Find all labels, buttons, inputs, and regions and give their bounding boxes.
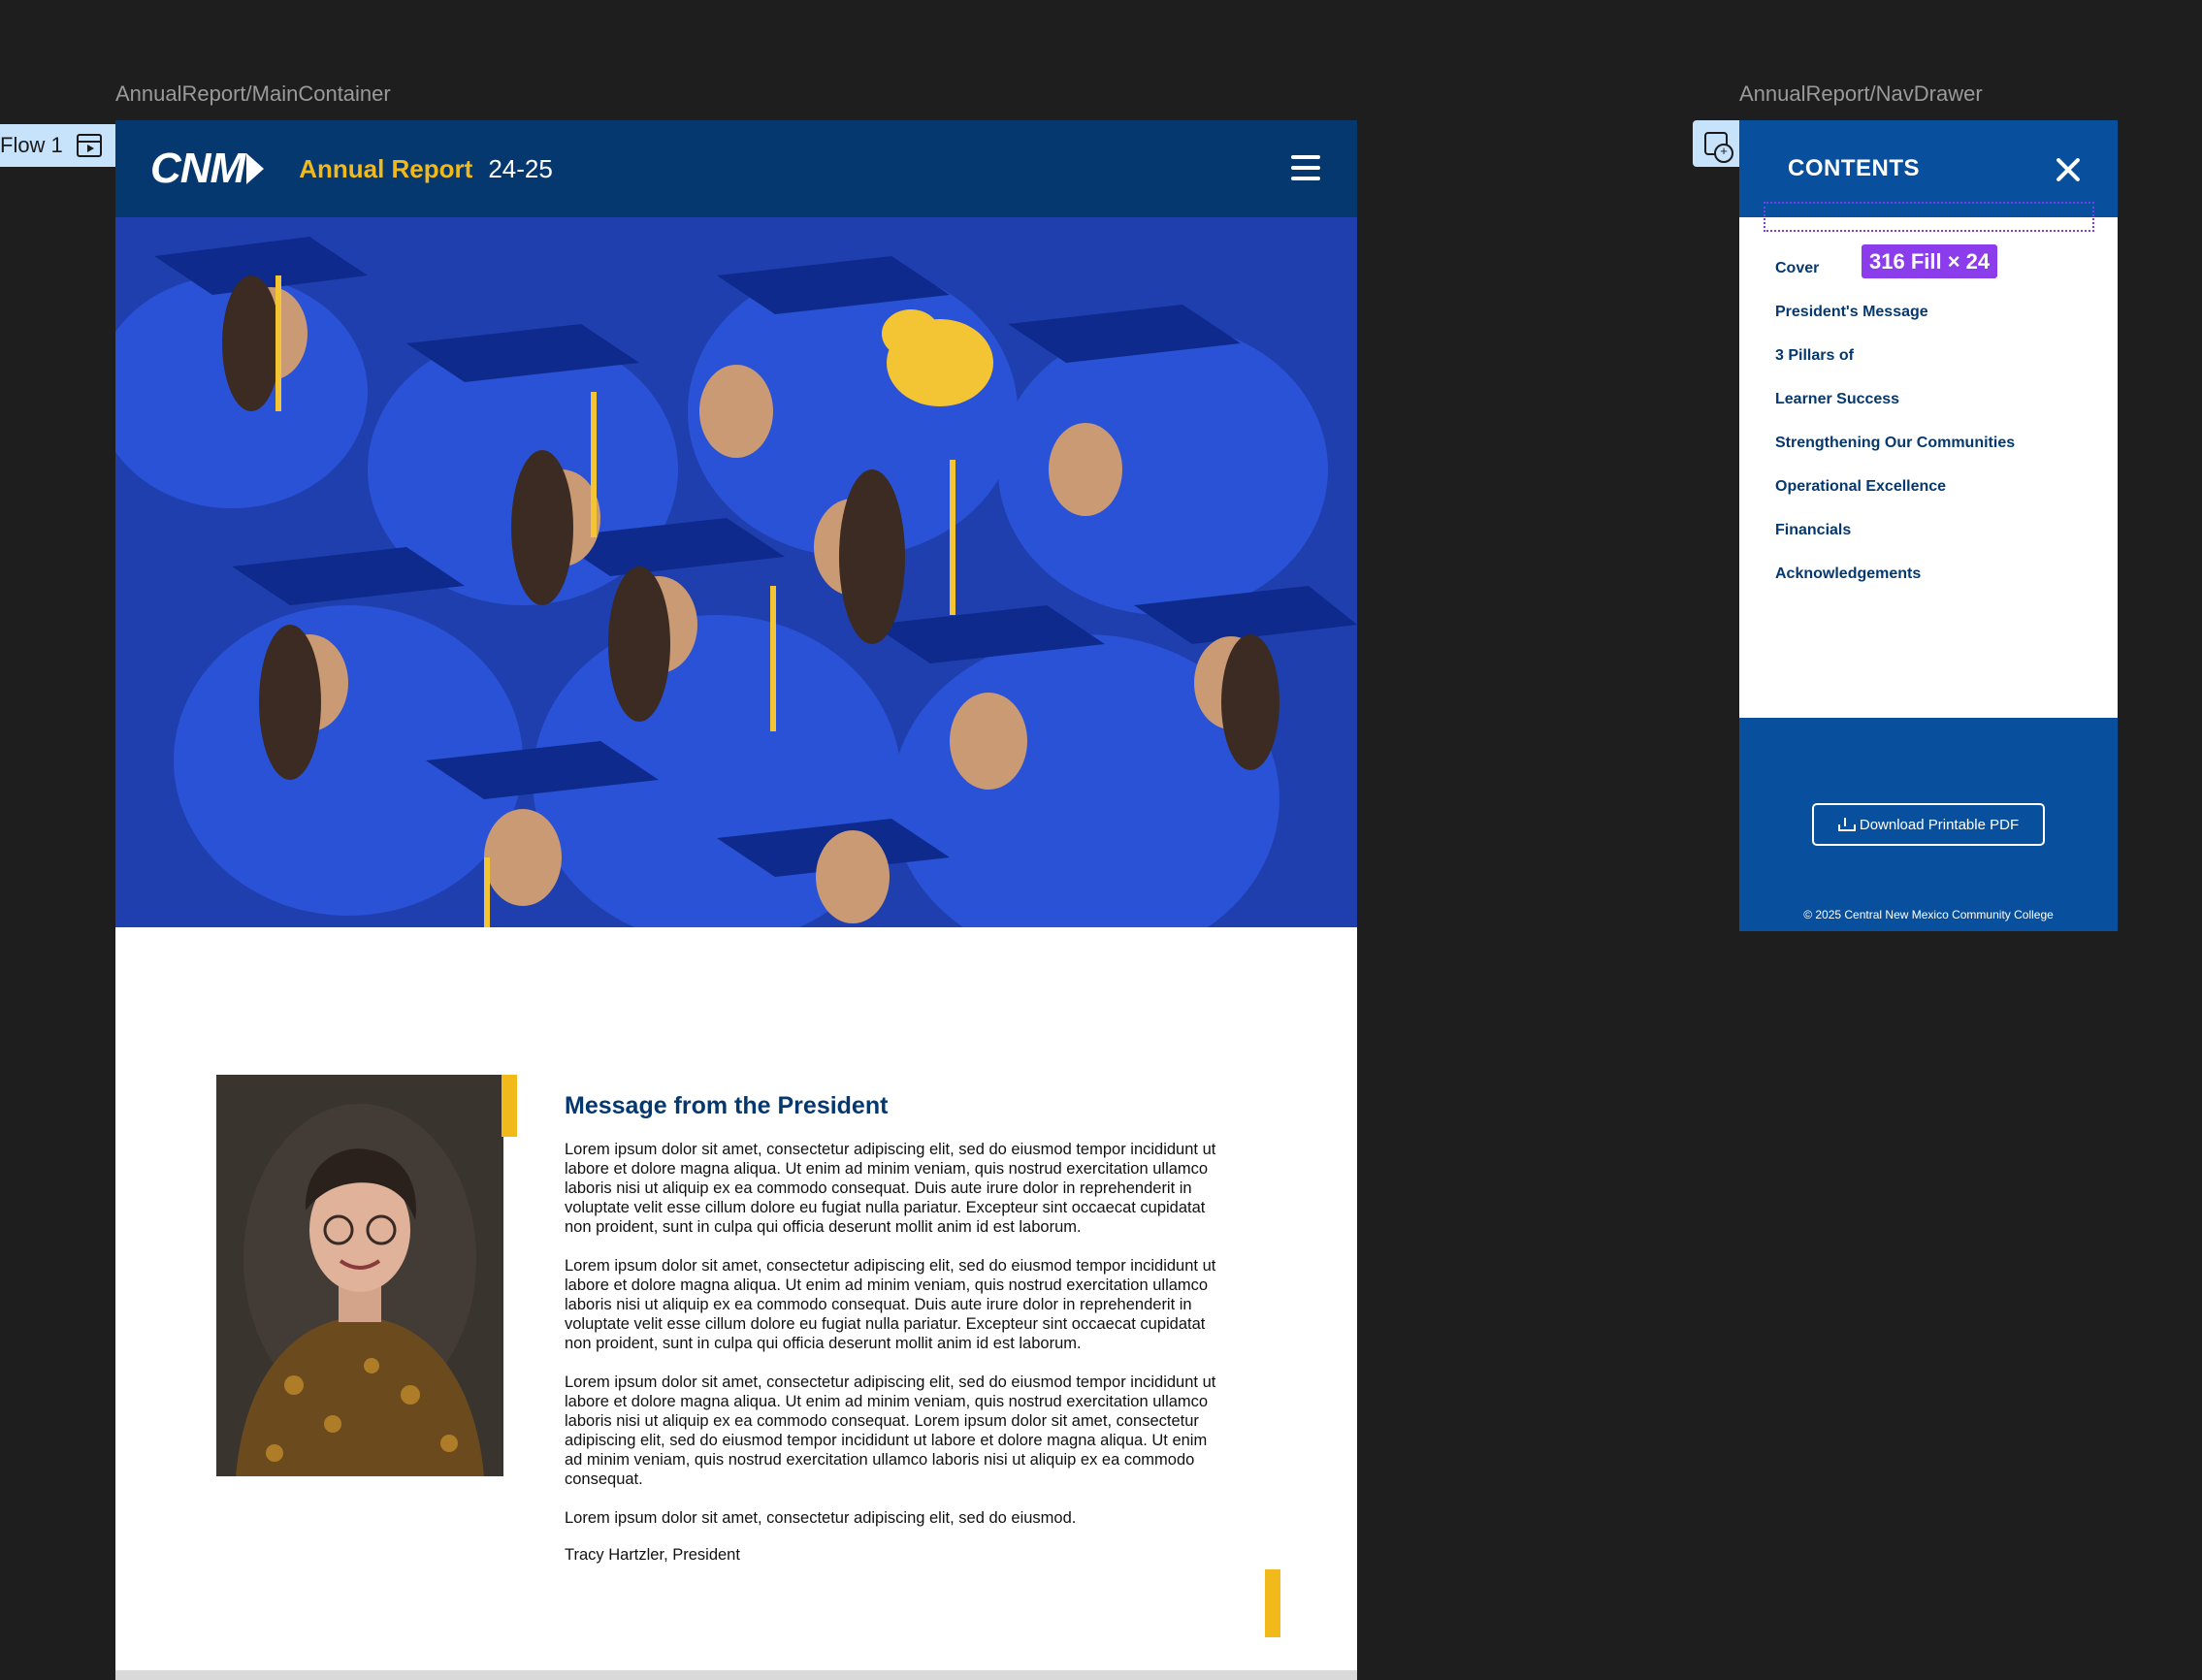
drawer-footer <box>1739 718 2118 931</box>
nav-item-presidents-message[interactable]: President's Message <box>1775 304 1928 320</box>
flow-start-tag[interactable] <box>0 124 115 167</box>
president-portrait <box>216 1075 503 1476</box>
hero-photo-graduates <box>115 217 1357 927</box>
close-icon[interactable] <box>2056 157 2081 182</box>
nav-drawer <box>1739 120 2118 931</box>
logo-chevron-icon <box>246 153 264 184</box>
report-title: Annual Report <box>299 153 473 183</box>
article-paragraph: Lorem ipsum dolor sit amet, consectetur adipiscing elit, sed do eiusmod tempor incididunt ut labore et dolore magna aliqua. Ut enim ad minim veniam, quis nostrud exercitation ullamco laboris nisi ut aliquip ex ea commodo consequat. Lorem ipsum dolor sit amet, consectetur adipiscing elit, sed do eiusmod tempor incididunt ut labore et dolore magna aliqua. Ut enim ad minim veniam, quis nostrud exercitation ullamco laboris nisi ut aliquip ex ea commodo consequat. <box>565 1373 1216 1488</box>
nav-item-3-pillars[interactable]: 3 Pillars of <box>1775 347 1854 364</box>
add-interaction-icon[interactable] <box>1693 120 1739 167</box>
article <box>565 1092 1224 1584</box>
hamburger-icon[interactable] <box>1291 155 1320 180</box>
prototype-play-icon[interactable] <box>77 134 102 157</box>
nav-item-acknowledgements[interactable]: Acknowledgements <box>1775 565 1922 582</box>
article-heading: Message from the President <box>565 1092 889 1119</box>
top-bar <box>115 120 1357 217</box>
gold-accent-bar <box>502 1075 517 1137</box>
nav-item-financials[interactable]: Financials <box>1775 522 1852 538</box>
gold-accent-bar-bottom <box>1265 1569 1280 1637</box>
president-message-section <box>115 927 1357 1680</box>
logo-text: CNM <box>150 145 245 192</box>
nav-item-strengthening-communities[interactable]: Strengthening Our Communities <box>1775 435 2016 451</box>
download-icon <box>1838 818 1852 831</box>
cnm-logo[interactable] <box>150 145 264 193</box>
main-container <box>115 120 1357 1680</box>
selection-size-badge: 316 Fill × 24 <box>1862 244 1997 278</box>
copyright: © 2025 Central New Mexico Community College <box>1803 908 2054 921</box>
nav-item-cover[interactable]: Cover <box>1775 260 1820 276</box>
bottom-divider <box>115 1670 1357 1680</box>
download-pdf-button[interactable] <box>1812 803 2045 846</box>
download-pdf-label: Download Printable PDF <box>1859 816 2020 833</box>
nav-item-learner-success[interactable]: Learner Success <box>1775 391 1900 407</box>
article-paragraph: Lorem ipsum dolor sit amet, consectetur adipiscing elit, sed do eiusmod tempor incididunt ut labore et dolore magna aliqua. Ut enim ad minim veniam, quis nostrud exercitation ullamco laboris nisi ut aliquip ex ea commodo consequat. Duis aute irure dolor in reprehenderit in voluptate velit esse cillum dolore eu fugiat nulla pariatur. Excepteur sint occaecat cupidatat non proident, sunt in culpa qui officia deserunt mollit anim id est laborum. <box>565 1257 1216 1352</box>
main-frame-label: AnnualReport/MainContainer <box>115 81 391 106</box>
article-paragraph: Lorem ipsum dolor sit amet, consectetur adipiscing elit, sed do eiusmod tempor incididunt ut labore et dolore magna aliqua. Ut enim ad minim veniam, quis nostrud exercitation ullamco laboris nisi ut aliquip ex ea commodo consequat. Duis aute irure dolor in reprehenderit in voluptate velit esse cillum dolore eu fugiat nulla pariatur. Excepteur sint occaecat cupidatat non proident, sunt in culpa qui officia deserunt mollit anim id est laborum. <box>565 1141 1216 1236</box>
drawer-title: CONTENTS <box>1788 155 1920 181</box>
nav-item-operational-excellence[interactable]: Operational Excellence <box>1775 478 1947 495</box>
report-year: 24-25 <box>488 153 553 183</box>
drawer-frame-label: AnnualReport/NavDrawer <box>1739 81 1983 106</box>
signature: Tracy Hartzler, President <box>565 1546 740 1564</box>
drawer-header <box>1739 120 2118 217</box>
flow-label: Flow 1 <box>0 133 63 157</box>
article-paragraph: Lorem ipsum dolor sit amet, consectetur adipiscing elit, sed do eiusmod. <box>565 1509 1077 1527</box>
